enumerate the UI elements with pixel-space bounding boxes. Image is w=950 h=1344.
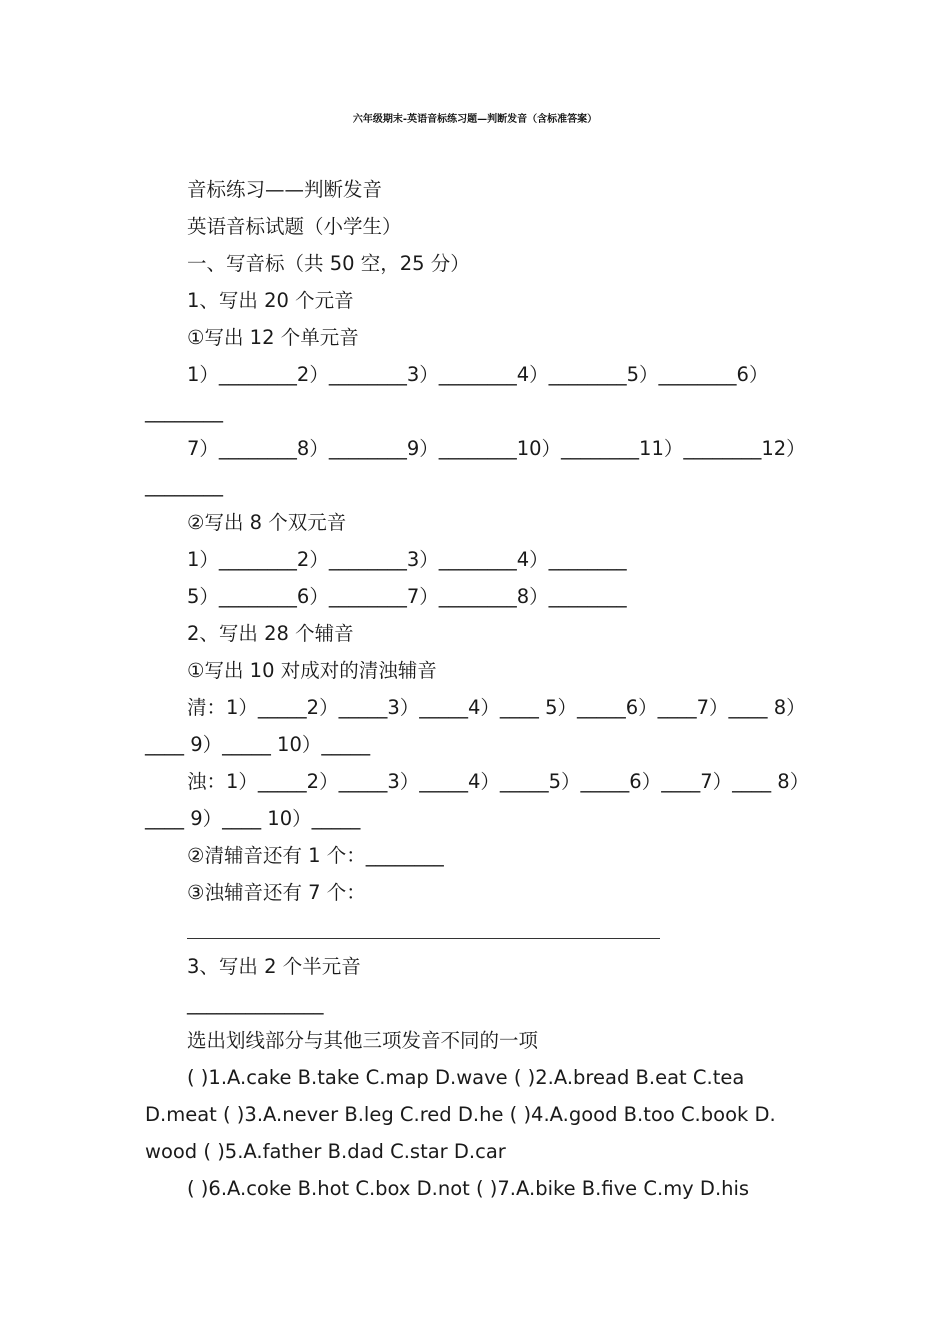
choice-questions-row-3: wood ( )5.A.father B.dad C.star D.car: [145, 1140, 506, 1163]
section-heading-practice: 音标练习——判断发音: [187, 178, 383, 201]
monophthong-blanks-row-1-cont: ________: [145, 400, 223, 423]
question-3-heading: 3、写出 2 个半元音: [187, 955, 361, 978]
choice-questions-row-4: ( )6.A.coke B.hot C.box D.not ( )7.A.bike B.five C.my D.his: [187, 1177, 750, 1200]
voiceless-extra-line: ②清辅音还有 1 个：________: [187, 844, 444, 867]
voiced-extra-answer-line: [187, 938, 660, 939]
diphthong-heading: ②写出 8 个双元音: [187, 511, 347, 534]
voiced-blanks-row-1: 浊：1）_____2）_____3）_____4）_____5）_____6）____7）____ 8）: [187, 770, 810, 793]
choice-questions-row-2: D.meat ( )3.A.never B.leg C.red D.he ( )4.A.good B.too C.book D.: [145, 1103, 776, 1126]
diphthong-blanks-row-1: 1）________2）________3）________4）________: [187, 548, 627, 571]
question-1-heading: 1、写出 20 个元音: [187, 289, 354, 312]
part-two-heading: 选出划线部分与其他三项发音不同的一项: [187, 1029, 539, 1052]
voiceless-blanks-row-1: 清：1）_____2）_____3）_____4）____ 5）_____6）____7）____ 8）: [187, 696, 806, 719]
voiced-extra-line: ③浊辅音还有 7 个：: [187, 881, 366, 904]
section-heading-test: 英语音标试题（小学生）: [187, 215, 402, 238]
monophthong-blanks-row-2: 7）________8）________9）________10）________11）________12）: [187, 437, 806, 460]
semivowel-blank: ______________: [187, 992, 324, 1015]
voiced-blanks-row-2: ____ 9）____ 10）_____: [145, 807, 361, 830]
voiceless-blanks-row-2: ____ 9）_____ 10）_____: [145, 733, 371, 756]
diphthong-blanks-row-2: 5）________6）________7）________8）________: [187, 585, 627, 608]
question-2-heading: 2、写出 28 个辅音: [187, 622, 354, 645]
monophthong-blanks-row-1: 1）________2）________3）________4）________5）________6）: [187, 363, 769, 386]
part-one-heading: 一、写音标（共 50 空，25 分）: [187, 252, 470, 275]
consonant-pairs-heading: ①写出 10 对成对的清浊辅音: [187, 659, 437, 682]
monophthong-blanks-row-2-cont: ________: [145, 474, 223, 497]
document-title: 六年级期末-英语音标练习题—判断发音（含标准答案）: [352, 114, 598, 125]
choice-questions-row-1: ( )1.A.cake B.take C.map D.wave ( )2.A.bread B.eat C.tea: [187, 1066, 745, 1089]
monophthong-heading: ①写出 12 个单元音: [187, 326, 359, 349]
